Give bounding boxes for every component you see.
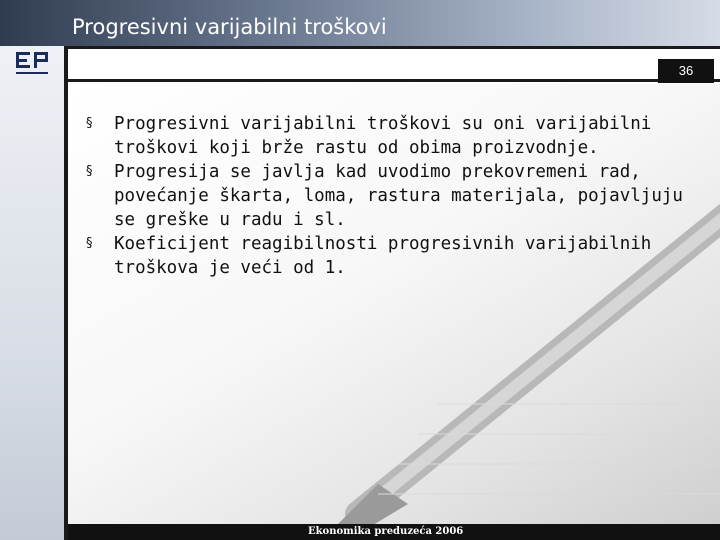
slide-content bbox=[68, 84, 720, 524]
page-number: 36 bbox=[658, 59, 714, 83]
bullet-list bbox=[86, 112, 686, 280]
bullet-text: Progresija se javlja kad uvodimo prekovremeni rad, povećanje škarta, loma, rastura materijala, pojavljuju se greške u radu i sl. bbox=[114, 162, 683, 230]
bullet-marker: § bbox=[86, 164, 93, 179]
footer-text: Ekonomika preduzeća 2006 bbox=[308, 526, 464, 537]
bullet-item bbox=[86, 160, 686, 232]
header-bar bbox=[64, 46, 720, 82]
bullet-marker: § bbox=[86, 236, 93, 251]
bullet-item bbox=[86, 232, 686, 280]
slide-title: Progresivni varijabilni troškovi bbox=[72, 15, 387, 39]
bullet-marker: § bbox=[86, 116, 93, 131]
ep-logo-icon bbox=[10, 50, 56, 78]
footer-bar bbox=[68, 524, 720, 540]
left-rail bbox=[0, 46, 66, 540]
bullet-item bbox=[86, 112, 686, 160]
bullet-text: Progresivni varijabilni troškovi su oni varijabilni troškovi koji brže rastu od obima proizvodnje. bbox=[114, 114, 652, 158]
bullet-text: Koeficijent reagibilnosti progresivnih varijabilnih troškova je veći od 1. bbox=[114, 234, 652, 278]
